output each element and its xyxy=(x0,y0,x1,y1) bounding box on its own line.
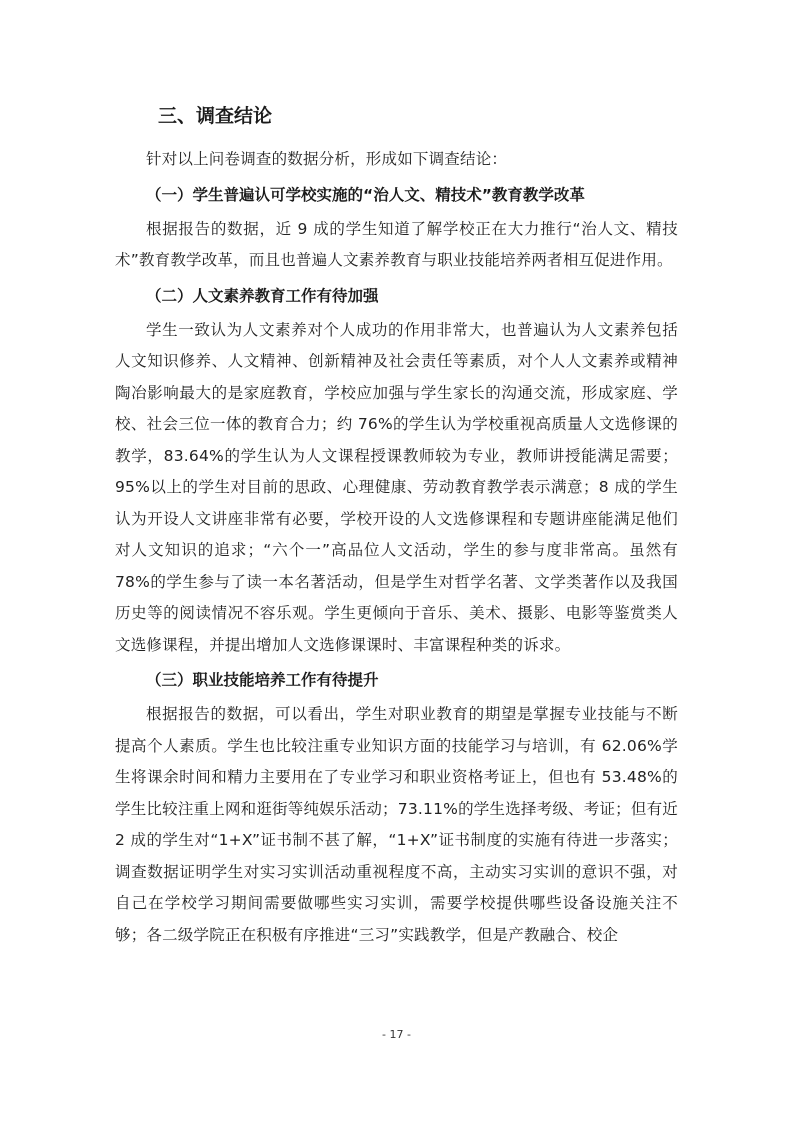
page-content xyxy=(115,100,678,951)
subsection-heading-3: （三）职业技能培养工作有待提升 xyxy=(146,671,379,689)
section-intro: 针对以上问卷调查的数据分析，形成如下调查结论： xyxy=(146,150,508,168)
subsection-paragraph-3: 根据报告的数据，可以看出，学生对职业教育的期望是掌握专业技能与不断提高个人素质。学生也比较注重专业知识方面的技能学习与培训，有 62.06%学生将课余时间和精力主要用在了专业学习和职业资格考证上，但也有 53.48%的学生比较注重上网和逛街等纯娱乐活动；73.11%的学生选择考级、考证；但有近 2 成的学生对“1+X”证书制不甚了解，“1+X”证书制度的实施有待进一步落实；调查数据证明学生对实习实训活动重视程度不高，主动实习实训的意识不强，对自己在学校学习期间需要做哪些实习实训，需要学校提供哪些设备设施关注不够；各二级学院正在积极有序推进“三习”实践教学，但是产教融合、校企 xyxy=(115,705,678,944)
subsection-heading-2: （二）人文素养教育工作有待加强 xyxy=(146,286,379,305)
section-title: 三、调查结论 xyxy=(158,105,273,127)
page-number: - 17 - xyxy=(382,1028,411,1041)
subsection-paragraph-1: 根据报告的数据，近 9 成的学生知道了解学校正在大力推行“治人文、精技术”教育教学改革，而且也普遍人文素养教育与职业技能培养两者相互促进作用。 xyxy=(115,219,678,269)
subsection-heading-1: （一）学生普遍认可学校实施的“治人文、精技术”教育教学改革 xyxy=(146,185,585,204)
subsection-paragraph-2: 学生一致认为人文素养对个人成功的作用非常大，也普遍认为人文素养包括人文知识修养、人文精神、创新精神及社会责任等素质，对个人人文素养或精神陶冶影响最大的是家庭教育，学校应加强与学生家长的沟通交流，形成家庭、学校、社会三位一体的教育合力；约 76%的学生认为学校重视高质量人文选修课的教学，83.64%的学生认为人文课程授课教师较为专业，教师讲授能满足需要；95%以上的学生对目前的思政、心理健康、劳动教育教学表示满意；8 成的学生认为开设人文讲座非常有必要，学校开设的人文选修课程和专题讲座能满足他们对人文知识的追求；“六个一”高品位人文活动，学生的参与度非常高。虽然有78%的学生参与了读一本名著活动，但是学生对哲学名著、文学类著作以及我国历史等的阅读情况不容乐观。学生更倾向于音乐、美术、摄影、电影等鉴赏类人文选修课程，并提出增加人文选修课课时、丰富课程种类的诉求。 xyxy=(115,320,678,654)
